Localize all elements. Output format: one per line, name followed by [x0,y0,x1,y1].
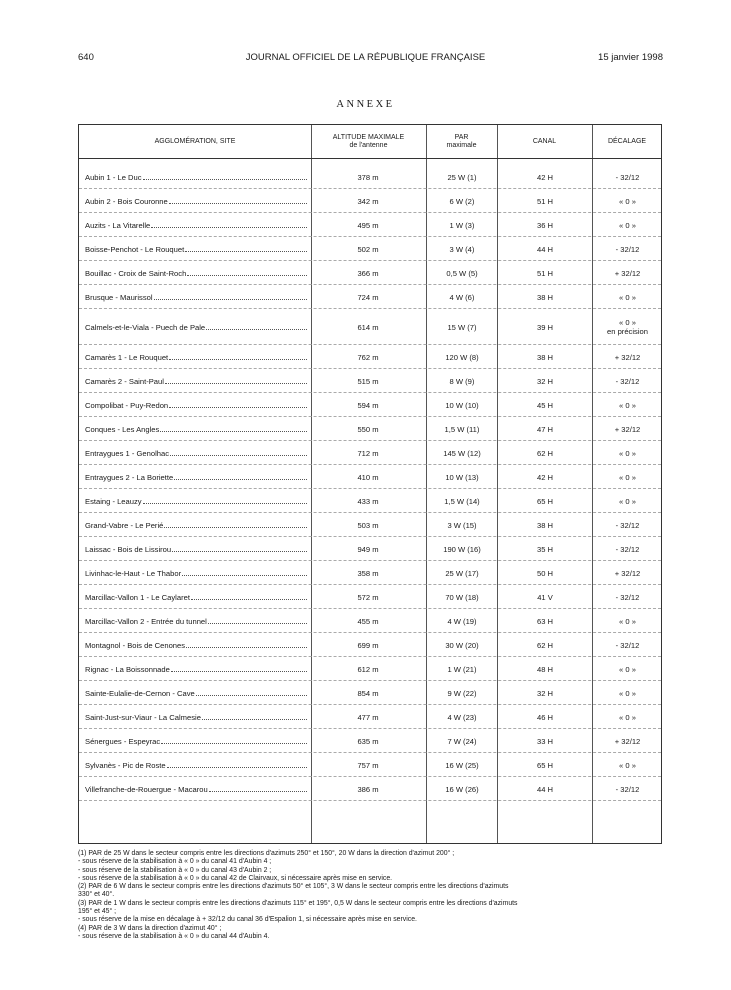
decalage-cell [593,441,662,465]
site-name: Boisse-Penchot - Le Rouquet [85,244,185,254]
site-cell [85,609,307,633]
par-cell: 1,5 W (14) [444,496,480,506]
site-name: Estaing - Leauzy [85,496,142,506]
decalage-value: « 0 » [619,496,636,506]
par-cell: 4 W (19) [447,616,477,626]
column-header-par-sublabel: maximale [446,141,477,149]
table-row [79,417,661,441]
site-cell [85,237,307,261]
table-row [79,237,661,261]
decalage-value: « 0 » [619,472,636,482]
decalage-cell [593,705,662,729]
footnote-line: (1) PAR de 25 W dans le secteur compris entre les directions d'azimuts 250° et 150°, 20 W dans la direction d'azimut 200° ; [78,850,455,857]
site-name: Entraygues 1 - Genolhac [85,448,170,458]
table-row [79,213,661,237]
site-cell [85,345,307,369]
altitude-cell: 455 m [357,616,379,626]
site-name: Camarès 1 - Le Rouquet [85,352,169,362]
site-cell [85,213,307,237]
table-row [79,465,661,489]
page-number: 640 [78,52,94,63]
site-cell [85,729,307,753]
par-cell: 3 W (4) [449,244,475,254]
column-header-altitude-label: ALTITUDE MAXIMALE [332,133,405,141]
decalage-cell [593,213,662,237]
site-name: Bouillac - Croix de Saint-Roch [85,268,187,278]
table-row [79,285,661,309]
decalage-value: « 0 » [619,448,636,458]
decalage-value: - 32/12 [615,172,640,182]
dot-leader [172,551,307,552]
table-row [79,681,661,705]
canal-cell: 46 H [536,712,554,722]
site-cell [85,657,307,681]
par-cell: 4 W (6) [449,292,475,302]
altitude-cell: 386 m [357,784,379,794]
decalage-note: en précision [607,327,648,336]
par-cell: 190 W (16) [443,544,481,554]
column-header-altitude-sublabel: de l'antenne [349,141,388,149]
footnote-line: - sous réserve de la mise en décalage à + 32/12 du canal 36 d'Espalion 1, si nécessaire après mise en service. [78,916,417,924]
canal-cell: 44 H [536,784,554,794]
altitude-cell: 724 m [357,292,379,302]
site-cell [85,633,307,657]
dot-leader [187,275,307,276]
footnote-line: 330° et 40°. [78,891,115,899]
decalage-value: « 0 » [619,400,636,410]
par-cell: 3 W (15) [447,520,477,530]
footnote-line: - sous réserve de la stabilisation à « 0 » du canal 42 de Clairvaux, si nécessaire après mise en service. [78,874,393,882]
table-row [79,489,661,513]
site-name: Grand-Vabre - Le Perié [85,520,164,530]
footnote-line: (3) PAR de 1 W dans le secteur compris entre les directions d'azimuts 115° et 195°, 0,5 W dans le secteur compris entre les directions d'azimuts [78,899,518,907]
decalage-cell [593,489,662,513]
column-header-canal-label: CANAL [532,137,557,145]
table-row [79,513,661,537]
canal-cell: 65 H [536,760,554,770]
table-row [79,189,661,213]
par-cell: 9 W (22) [447,688,477,698]
table-row [79,729,661,753]
dot-leader [160,431,307,432]
canal-cell: 38 H [536,352,554,362]
canal-cell: 42 H [536,172,554,182]
altitude-cell: 614 m [357,322,379,332]
par-cell: 0,5 W (5) [446,268,478,278]
altitude-cell: 712 m [357,448,379,458]
canal-cell: 51 H [536,268,554,278]
site-name: Villefranche-de-Rouergue - Macarou [85,784,208,794]
altitude-cell: 594 m [357,400,379,410]
canal-cell: 45 H [536,400,554,410]
column-header-altitude [311,125,426,158]
par-cell: 30 W (20) [445,640,479,650]
table-row [79,165,661,189]
decalage-value: « 0 » [619,760,636,770]
column-header-site-label: AGGLOMÉRATION, SITE [154,137,236,145]
decalage-value: + 32/12 [614,268,641,278]
par-cell: 25 W (1) [447,172,477,182]
dot-leader [164,527,307,528]
site-cell [85,753,307,777]
canal-cell: 50 H [536,568,554,578]
site-cell [85,285,307,309]
footnote-line: - sous réserve de la stabilisation à « 0 » du canal 44 d'Aubin 4. [78,932,270,940]
annexe-title: ANNEXE [336,99,395,110]
dot-leader [186,647,307,648]
par-cell: 15 W (7) [447,322,477,332]
table-row [79,369,661,393]
decalage-value: « 0 » [619,688,636,698]
site-cell [85,369,307,393]
decalage-value: « 0 » [619,664,636,674]
site-cell [85,261,307,285]
altitude-cell: 550 m [357,424,379,434]
site-name: Brusque - Maurissol [85,292,153,302]
altitude-cell: 762 m [357,352,379,362]
altitude-cell: 378 m [357,172,379,182]
dot-leader [196,695,307,696]
dot-leader [171,671,307,672]
canal-cell: 62 H [536,640,554,650]
altitude-cell: 635 m [357,736,379,746]
par-cell: 70 W (18) [445,592,479,602]
table-row [79,345,661,369]
site-cell [85,165,307,189]
site-name: Sylvanès - Pic de Roste [85,760,166,770]
canal-cell: 47 H [536,424,554,434]
decalage-cell [593,309,662,345]
decalage-value: « 0 » [619,318,636,327]
decalage-cell [593,393,662,417]
dot-leader [151,227,307,228]
site-name: Rignac - La Boissonnade [85,664,170,674]
canal-cell: 39 H [536,322,554,332]
column-header-decalage [592,125,662,158]
canal-cell: 32 H [536,688,554,698]
table-row [79,309,661,345]
canal-cell: 62 H [536,448,554,458]
decalage-cell [593,237,662,261]
par-cell: 1,5 W (11) [444,424,480,434]
site-cell [85,777,307,801]
dot-leader [154,299,307,300]
dot-leader [191,599,307,600]
dot-leader [169,203,307,204]
altitude-cell: 503 m [357,520,379,530]
site-name: Saint-Just-sur-Viaur - La Calmesie [85,712,201,722]
par-cell: 8 W (9) [449,376,475,386]
footnote-line: - sous réserve de la stabilisation à « 0 » du canal 41 d'Aubin 4 ; [78,858,272,866]
altitude-cell: 612 m [357,664,379,674]
canal-cell: 35 H [536,544,554,554]
decalage-value: - 32/12 [615,592,640,602]
site-name: Auzits - La Vitarelle [85,220,151,230]
dot-leader [206,329,307,330]
altitude-cell: 495 m [357,220,379,230]
canal-cell: 65 H [536,496,554,506]
table-row [79,609,661,633]
altitude-cell: 757 m [357,760,379,770]
decalage-value: + 32/12 [614,352,641,362]
site-cell [85,309,307,345]
site-cell [85,465,307,489]
decalage-cell [593,681,662,705]
decalage-value: - 32/12 [615,376,640,386]
table-row [79,585,661,609]
decalage-cell [593,417,662,441]
decalage-value: - 32/12 [615,520,640,530]
decalage-cell [593,465,662,489]
dot-leader [169,407,307,408]
footnote-line: (2) PAR de 6 W dans le secteur compris entre les directions d'azimuts 50° et 105°, 3 W dans le secteur compris entre les directions d'azimuts [78,883,509,891]
canal-cell: 48 H [536,664,554,674]
dot-leader [174,479,307,480]
site-name: Camarès 2 - Saint-Paul [85,376,164,386]
site-name: Compolibat - Puy-Redon [85,400,169,410]
table-row [79,633,661,657]
canal-cell: 36 H [536,220,554,230]
site-cell [85,537,307,561]
table-row [79,393,661,417]
decalage-value: + 32/12 [614,568,641,578]
decalage-value: - 32/12 [615,244,640,254]
altitude-cell: 949 m [357,544,379,554]
decalage-value: « 0 » [619,616,636,626]
decalage-cell [593,609,662,633]
decalage-cell [593,777,662,801]
footnotes [78,850,668,941]
par-cell: 145 W (12) [443,448,481,458]
decalage-value: « 0 » [619,712,636,722]
table-row [79,705,661,729]
canal-cell: 32 H [536,376,554,386]
site-cell [85,681,307,705]
site-cell [85,441,307,465]
decalage-cell [593,561,662,585]
altitude-cell: 572 m [357,592,379,602]
altitude-cell: 366 m [357,268,379,278]
site-name: Aubin 2 - Bois Couronne [85,196,168,206]
dot-leader [170,455,307,456]
canal-cell: 38 H [536,520,554,530]
altitude-cell: 515 m [357,376,379,386]
decalage-value: - 32/12 [615,784,640,794]
table-row [79,777,661,801]
decalage-cell [593,285,662,309]
site-name: Aubin 1 - Le Duc [85,172,142,182]
altitude-cell: 477 m [357,712,379,722]
dot-leader [143,179,307,180]
footnote-line: 195° et 45° ; [78,908,117,916]
par-cell: 1 W (3) [449,220,475,230]
site-name: Conques - Les Angles [85,424,160,434]
table-row [79,441,661,465]
site-name: Marcillac-Vallon 1 - Le Caylaret [85,592,190,602]
table-row [79,537,661,561]
decalage-cell [593,189,662,213]
canal-cell: 63 H [536,616,554,626]
site-cell [85,513,307,537]
dot-leader [185,251,307,252]
site-cell [85,561,307,585]
dot-leader [208,623,307,624]
site-name: Calmels-et-le-Viala - Puech de Pale [85,322,206,332]
site-cell [85,393,307,417]
par-cell: 120 W (8) [445,352,479,362]
decalage-cell [593,657,662,681]
canal-cell: 51 H [536,196,554,206]
column-header-decalage-label: DÉCALAGE [607,137,647,145]
table-row [79,657,661,681]
site-name: Laissac - Bois de Lissirou [85,544,172,554]
site-name: Marcillac-Vallon 2 - Entrée du tunnel [85,616,207,626]
decalage-value: + 32/12 [614,736,641,746]
issue-date: 15 janvier 1998 [598,52,663,63]
site-name: Sénergues - Espeyrac [85,736,161,746]
table-row [79,261,661,285]
dot-leader [209,791,307,792]
frequency-table [78,124,662,844]
altitude-cell: 410 m [357,472,379,482]
canal-cell: 44 H [536,244,554,254]
dot-leader [143,503,307,504]
par-cell: 4 W (23) [447,712,477,722]
decalage-cell [593,513,662,537]
site-name: Entraygues 2 - La Boriette [85,472,174,482]
column-header-par-label: PAR [454,133,469,141]
site-cell [85,189,307,213]
dot-leader [182,575,307,576]
decalage-cell [593,537,662,561]
altitude-cell: 433 m [357,496,379,506]
decalage-value: « 0 » [619,292,636,302]
par-cell: 7 W (24) [447,736,477,746]
altitude-cell: 358 m [357,568,379,578]
canal-cell: 38 H [536,292,554,302]
decalage-cell [593,633,662,657]
decalage-value: + 32/12 [614,424,641,434]
header-divider [79,158,661,159]
decalage-cell [593,585,662,609]
site-cell [85,417,307,441]
par-cell: 16 W (25) [445,760,479,770]
footnote-line: (4) PAR de 3 W dans la direction d'azimut 40° ; [78,924,222,932]
decalage-cell [593,261,662,285]
site-name: Montagnol - Bois de Cenones [85,640,186,650]
decalage-cell [593,345,662,369]
site-name: Livinhac-le-Haut - Le Thabor [85,568,182,578]
par-cell: 1 W (21) [447,664,477,674]
altitude-cell: 699 m [357,640,379,650]
decalage-cell [593,165,662,189]
site-cell [85,585,307,609]
column-header-canal [497,125,592,158]
journal-title: JOURNAL OFFICIEL DE LA RÉPUBLIQUE FRANÇAISE [245,52,486,63]
canal-cell: 33 H [536,736,554,746]
dot-leader [167,767,307,768]
altitude-cell: 854 m [357,688,379,698]
decalage-cell [593,753,662,777]
canal-cell: 42 H [536,472,554,482]
altitude-cell: 502 m [357,244,379,254]
table-row [79,561,661,585]
par-cell: 10 W (13) [445,472,479,482]
decalage-value: - 32/12 [615,640,640,650]
par-cell: 25 W (17) [445,568,479,578]
par-cell: 16 W (26) [445,784,479,794]
site-name: Sainte-Eulalie-de-Cernon - Cave [85,688,195,698]
site-cell [85,489,307,513]
table-row [79,753,661,777]
decalage-value: - 32/12 [615,544,640,554]
par-cell: 6 W (2) [449,196,475,206]
dot-leader [161,743,307,744]
dot-leader [202,719,307,720]
column-header-par [426,125,497,158]
footnote-line: - sous réserve de la stabilisation à « 0 » du canal 43 d'Aubin 2 ; [78,866,272,874]
decalage-cell [593,729,662,753]
decalage-cell [593,369,662,393]
row-separator [79,800,661,801]
decalage-value: « 0 » [619,196,636,206]
decalage-value: « 0 » [619,220,636,230]
canal-cell: 41 V [537,592,553,602]
par-cell: 10 W (10) [445,400,479,410]
dot-leader [169,359,307,360]
site-cell [85,705,307,729]
altitude-cell: 342 m [357,196,379,206]
column-header-site [79,125,311,158]
dot-leader [165,383,307,384]
